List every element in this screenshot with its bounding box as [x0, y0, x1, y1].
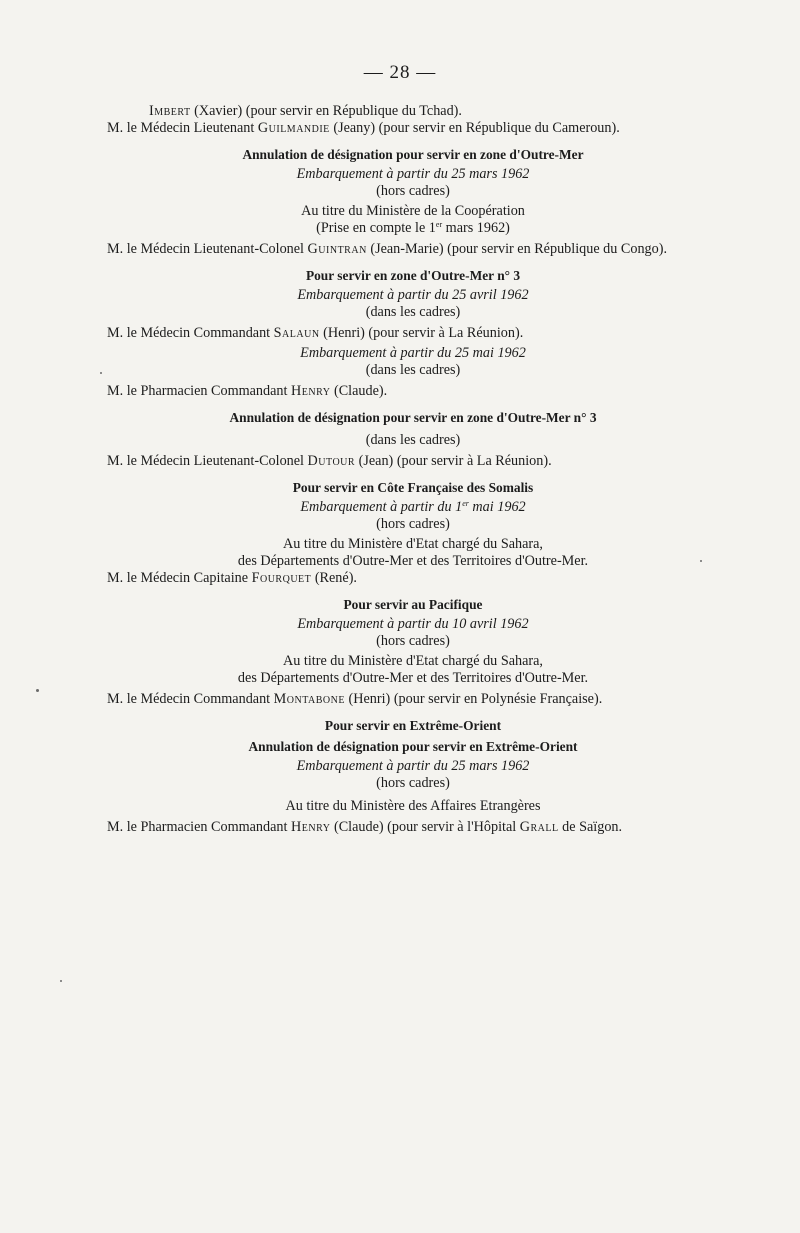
embarkation-line: Embarquement à partir du 25 mai 1962	[300, 345, 526, 361]
ministry-line-continued: des Départements d'Outre-Mer et des Territoires d'Outre-Mer.	[237, 553, 589, 569]
effective-date-line: (Prise en compte le 1er mars 1962)	[316, 220, 510, 236]
cadre-status: (hors cadres)	[376, 633, 450, 649]
entry-guintran: M. le Médecin Lieutenant-Colonel Guintran (Jean-Marie) (pour servir en République du Congo).	[107, 241, 668, 257]
ministry-line-continued: des Départements d'Outre-Mer et des Territoires d'Outre-Mer.	[237, 670, 589, 686]
embarkation-line: Embarquement à partir du 10 avril 1962	[297, 616, 529, 632]
scan-speck	[100, 372, 102, 374]
scan-speck	[36, 689, 39, 692]
entry-imbert: Imbert (Xavier) (pour servir en République du Tchad).	[149, 103, 462, 119]
section-heading: Pour servir en Côte Française des Somalis	[292, 480, 534, 495]
cadre-status: (dans les cadres)	[365, 304, 461, 320]
cadre-status: (hors cadres)	[376, 516, 450, 532]
surname: Salaun	[273, 325, 320, 341]
entry-henry-saigon: M. le Pharmacien Commandant Henry (Claude) (pour servir à l'Hôpital Grall de Saïgon.	[107, 819, 623, 835]
section-heading: Pour servir au Pacifique	[343, 597, 483, 612]
entry-guilmandie: M. le Médecin Lieutenant Guilmandie (Jeany) (pour servir en République du Cameroun).	[107, 120, 620, 136]
surname: Imbert	[149, 103, 191, 119]
embarkation-line: Embarquement à partir du 25 mars 1962	[296, 166, 530, 182]
ministry-line: Au titre du Ministère d'Etat chargé du Sahara,	[283, 653, 543, 669]
ministry-line: Au titre du Ministère des Affaires Etrangères	[285, 798, 541, 814]
scan-speck	[60, 980, 62, 982]
surname: Henry	[291, 383, 331, 399]
embarkation-line: Embarquement à partir du 25 avril 1962	[297, 287, 529, 303]
section-heading: Pour servir en zone d'Outre-Mer n° 3	[305, 268, 521, 283]
scan-speck	[700, 560, 702, 562]
surname: Fourquet	[251, 570, 312, 586]
cadre-status: (dans les cadres)	[365, 432, 461, 448]
cadre-status: (dans les cadres)	[365, 362, 461, 378]
surname: Guintran	[307, 241, 367, 257]
surname: Dutour	[307, 453, 356, 469]
entry-salaun: M. le Médecin Commandant Salaun (Henri) (pour servir à La Réunion).	[107, 325, 524, 341]
ministry-line: Au titre du Ministère de la Coopération	[301, 203, 525, 219]
ministry-line: Au titre du Ministère d'Etat chargé du Sahara,	[283, 536, 543, 552]
place-name: Grall	[519, 819, 559, 835]
entry-montabone: M. le Médecin Commandant Montabone (Henri) (pour servir en Polynésie Française).	[107, 691, 603, 707]
section-heading: Annulation de désignation pour servir en zone d'Outre-Mer n° 3	[229, 410, 597, 425]
page-number: — 28 —	[363, 62, 437, 83]
entry-fourquet: M. le Médecin Capitaine Fourquet (René).	[107, 570, 357, 586]
entry-dutour: M. le Médecin Lieutenant-Colonel Dutour (Jean) (pour servir à La Réunion).	[107, 453, 552, 469]
section-heading: Annulation de désignation pour servir en zone d'Outre-Mer	[242, 147, 584, 162]
cadre-status: (hors cadres)	[376, 775, 450, 791]
entry-henry: M. le Pharmacien Commandant Henry (Claude).	[107, 383, 388, 399]
surname: Guilmandie	[257, 120, 330, 136]
section-heading: Annulation de désignation pour servir en Extrême-Orient	[248, 739, 578, 754]
surname: Henry	[291, 819, 331, 835]
surname: Montabone	[273, 691, 345, 707]
section-heading: Pour servir en Extrême-Orient	[324, 718, 502, 733]
embarkation-line: Embarquement à partir du 1er mai 1962	[300, 499, 526, 515]
embarkation-line: Embarquement à partir du 25 mars 1962	[296, 758, 530, 774]
document-body	[107, 103, 719, 836]
cadre-status: (hors cadres)	[376, 183, 450, 199]
